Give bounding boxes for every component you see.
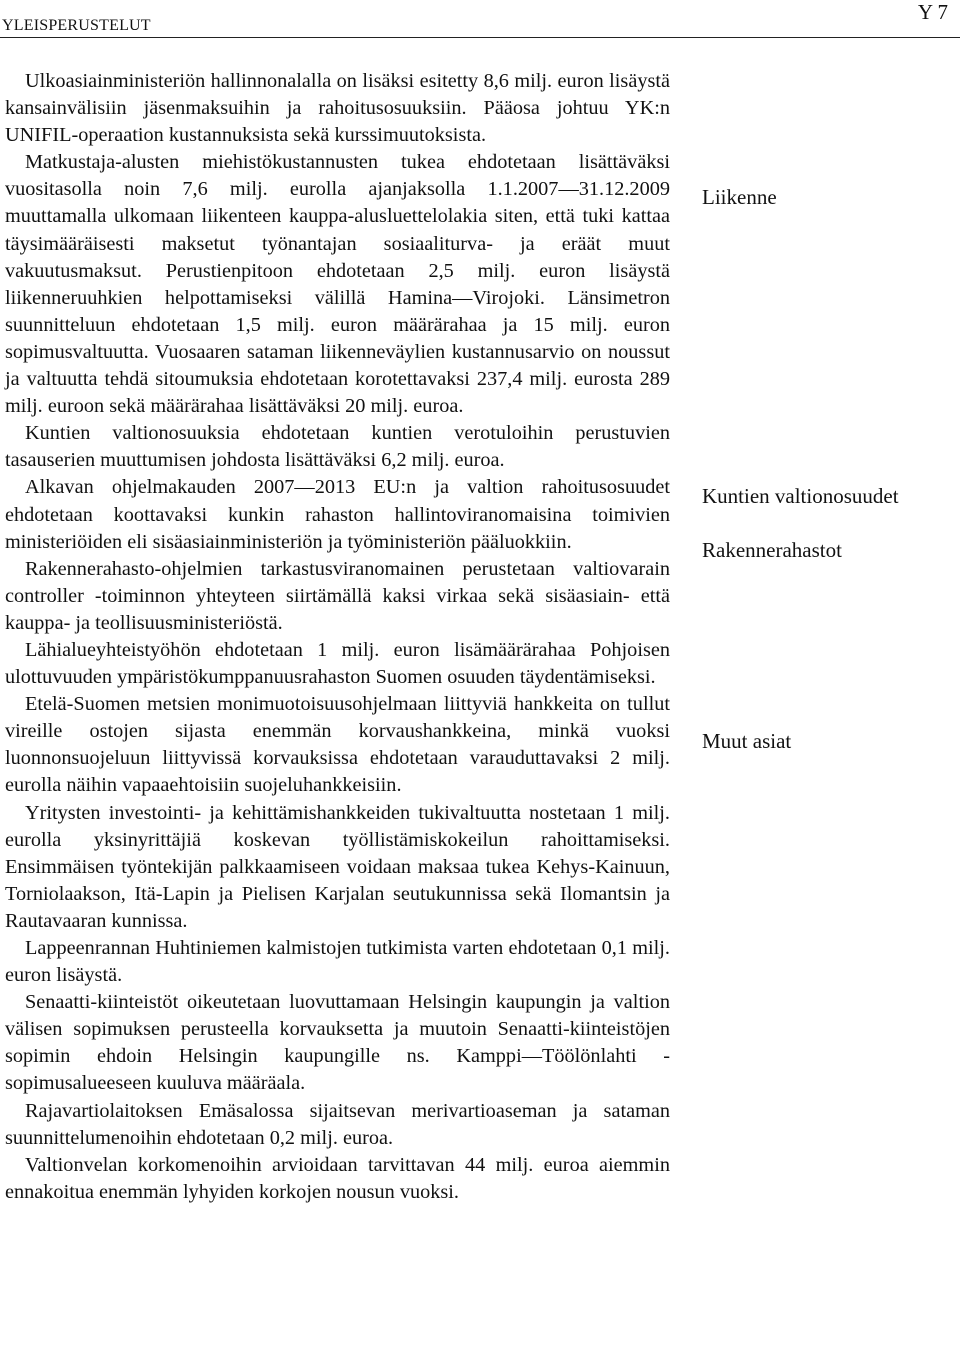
- paragraph-valtionvelka: Valtionvelan korkomenoihin arvioidaan tarvittavan 44 milj. euroa aiemmin ennakoitua enemmän lyhyiden korkojen nousun vuoksi.: [5, 1153, 670, 1203]
- body-text: [5, 68, 670, 1206]
- page-header: [0, 0, 960, 40]
- paragraph-rajavartiolaitos: Rajavartiolaitoksen Emäsalossa sijaitsevan merivartioaseman ja sataman suunnittelumenoihin ehdotetaan 0,2 milj. euroa.: [5, 1099, 670, 1149]
- paragraph-tarkastusviranomainen: Rakennerahasto-ohjelmien tarkastusviranomainen perustetaan valtiovarain controller -toiminnon yhteyteen siirtämällä kaksi virkaa sekä sisäasiain- että kauppa- ja teollisuusministeriöstä.: [5, 557, 670, 634]
- paragraph-liikenne: Matkustaja-alusten miehistökustannusten tukea ehdotetaan lisättäväksi vuositasolla noin 7,6 milj. eurolla ajanjaksolla 1.1.2007—31.12.2009 muuttamalla ulkomaan liikenteen kauppa-alusluettelolakia siten, että tuki kattaa täysimääräisesti maksetut työnantajan sosiaaliturva- ja eräät muut vakuutusmaksut. Perustienpitoon ehdotetaan 2,5 milj. euron lisäystä liikenneruuhkien helpottamiseksi välillä Hamina—Virojoki. Länsimetron suunnitteluun ehdotetaan 1,5 milj. euron määrärahaa ja 15 milj. euron sopimusvaltuutta. Vuosaaren sataman liikenneväylien kustannusarvio on noussut ja valtuutta tehdä sitoumuksia ehdotetaan korotettavaksi 237,4 milj. eurosta 289 milj. euroon sekä määrärahaa lisättäväksi 20 milj. euroa.: [5, 151, 670, 418]
- paragraph-lahialueyhteistyo: Lähialueyhteistyöhön ehdotetaan 1 milj. euron lisämäärärahaa Pohjoisen ulottuvuuden ympäristökumppanuusrahaston Suomen osuuden täydentämiseksi.: [5, 638, 670, 689]
- paragraph-ulkoasiainministerio: Ulkoasiainministeriön hallinnonalalla on lisäksi esitetty 8,6 milj. euron lisäystä kansainvälisiin jäsenmaksuihin ja rahoitusosuuksiin. Pääosa johtuu YK:n UNIFIL-operaation kustannuksista sekä kurssimuutoksista.: [5, 70, 670, 147]
- paragraph-rakennerahastot: Alkavan ohjelmakauden 2007—2013 EU:n ja valtion rahoitusosuudet ehdotetaan koottavaksi kunkin rahaston hallintoviranomaisina toimivien ministeriöiden eli sisäasiainministeriön ja työministeriön pääluokkiin.: [5, 476, 670, 553]
- sidenote-liikenne: Liikenne: [702, 185, 777, 209]
- paragraph-huhtiniemi: Lappeenrannan Huhtiniemen kalmistojen tutkimista varten ehdotetaan 0,1 milj. euron lisäystä.: [5, 937, 670, 987]
- paragraph-yritysten-investointi: Yritysten investointi- ja kehittämishankkeiden tukivaltuutta nostetaan 1 milj. eurolla yksinyrittäjiä koskevan työllistämiskokeilun rahoittamiseksi. Ensimmäisen työntekijän palkkaamiseen voidaan maksaa tukea Kehys-Kainuun, Torniolaakson, Itä-Lapin ja Pielisen Karjalan seutukunnissa sekä Ilomantsin ja Rautavaaran kunnissa.: [5, 801, 670, 932]
- paragraph-senaatti-kiinteistot: Senaatti-kiinteistöt oikeutetaan luovuttamaan Helsingin kaupungin ja valtion välisen sopimuksen perusteella korvauksetta ja muutoin Senaatti-kiinteistöjen sopimin ehdoin Helsingin kaupungille ns. Kamppi—Töölönlahti -sopimusalueeseen kuuluva määräala.: [5, 991, 670, 1095]
- header-rule: [0, 37, 960, 38]
- sidenote-kuntien-valtionosuudet: Kuntien valtionosuudet: [702, 484, 899, 508]
- section-title: YLEISPERUSTELUT: [2, 17, 151, 34]
- paragraph-metsien-monimuotoisuus: Etelä-Suomen metsien monimuotoisuusohjelmaan liittyviä hankkeita on tullut vireille ostojen sijasta enemmän korvaushankkeina, minkä vuoksi luonnonsuojeluun liittyvissä korvauksissa ehdotetaan varauduttavaksi 2 milj. eurolla näihin vapaaehtoisiin suojeluhankkeisiin.: [5, 693, 670, 797]
- sidenote-muut-asiat: Muut asiat: [702, 729, 792, 753]
- sidenote-rakennerahastot: Rakennerahastot: [702, 538, 842, 562]
- page-number: Y 7: [917, 0, 948, 24]
- paragraph-kuntien-valtionosuudet: Kuntien valtionosuuksia ehdotetaan kuntien verotuloihin perustuvien tasauserien muuttumisen johdosta lisättäväksi 6,2 milj. euroa.: [5, 422, 670, 472]
